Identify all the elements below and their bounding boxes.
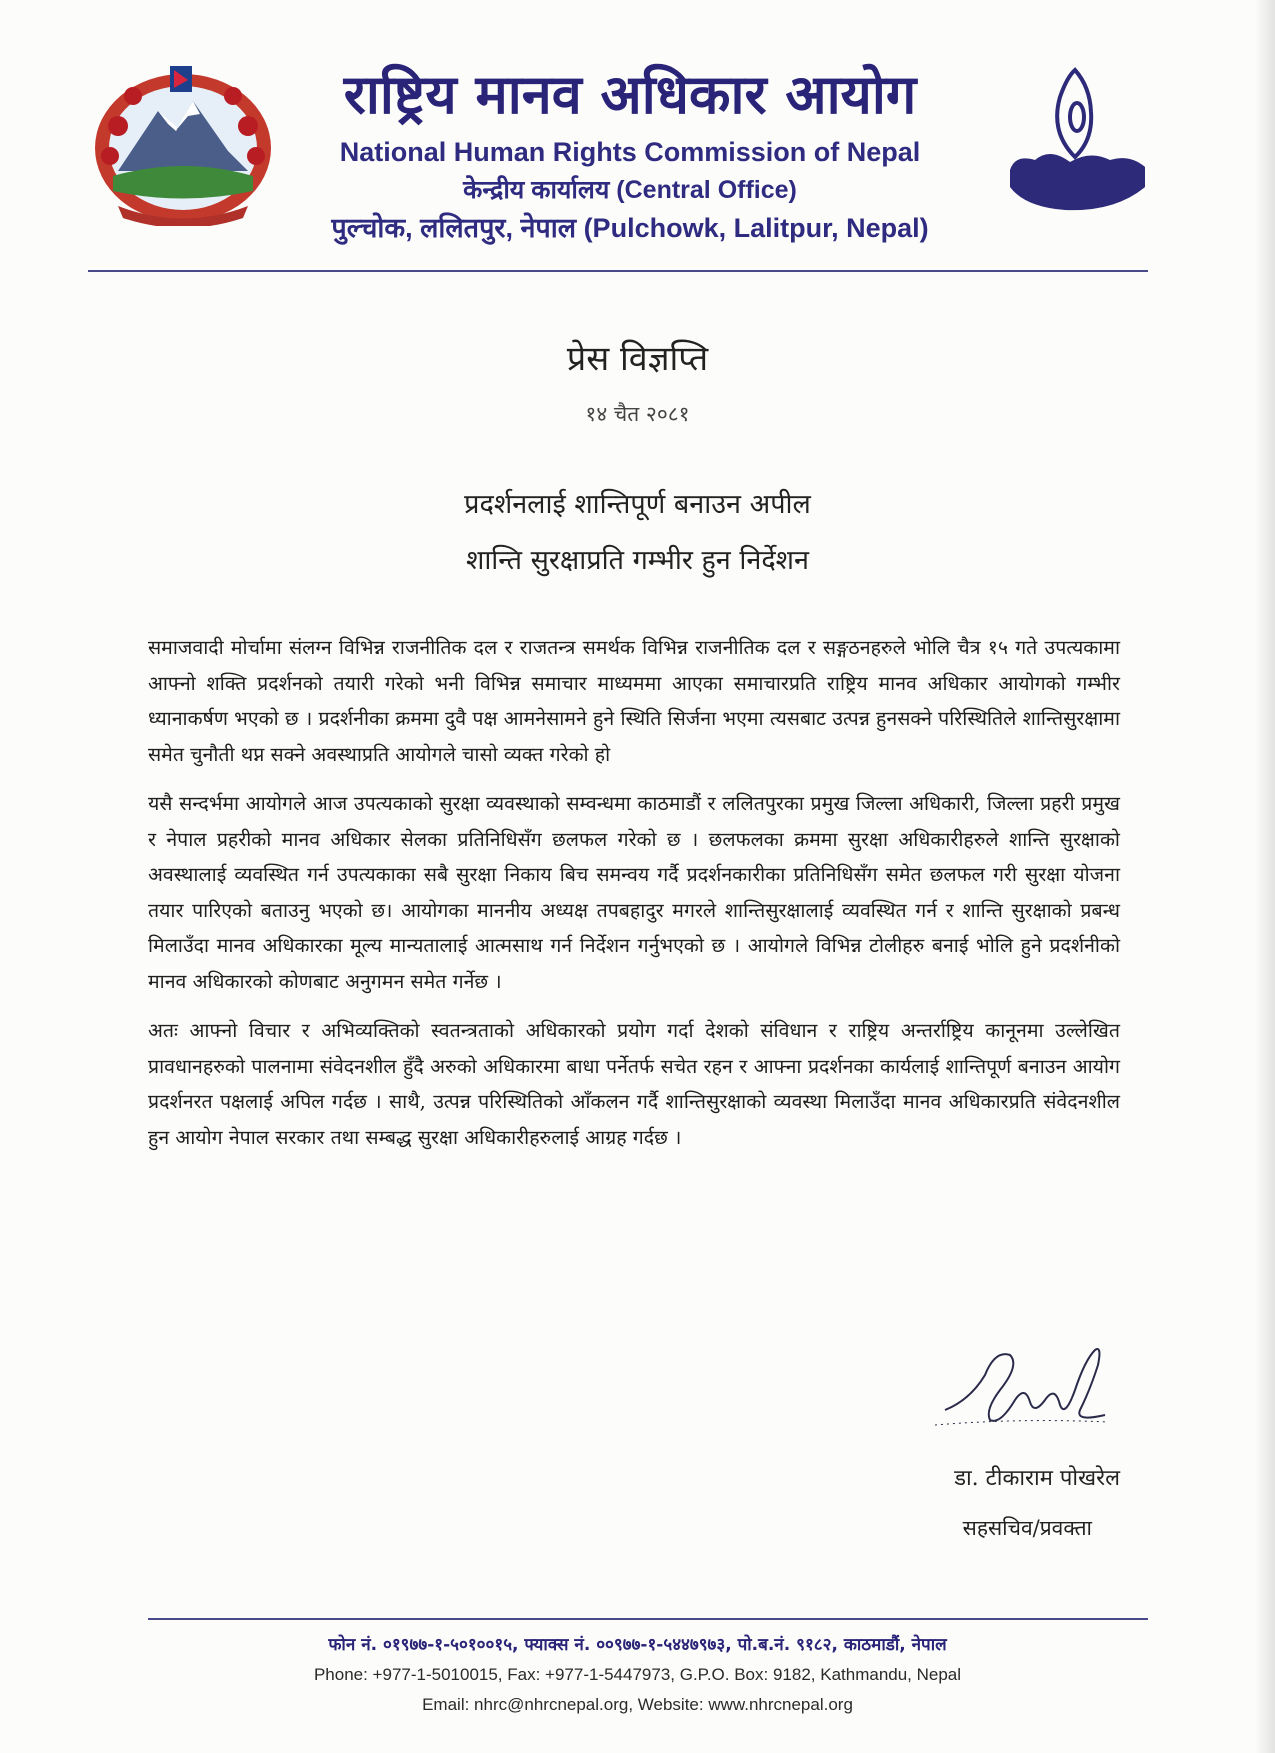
- footer-contact-english: Phone: +977-1-5010015, Fax: +977-1-5447973, G.P.O. Box: 9182, Kathmandu, Nepal: [313, 1665, 962, 1684]
- footer-contact-nepali: फोन नं. ०१९७७-१-५०१००१५, फ्याक्स नं. ००९७७-१-५४४७९७३, पो.ब.नं. ९१८२, काठमाडौं, नेपाल: [328, 1635, 947, 1655]
- footer-divider: [148, 1618, 1148, 1620]
- office-address: पुल्चोक, ललितपुर, नेपाल (Pulchowk, Lalitpur, Nepal): [331, 213, 929, 243]
- paragraph: अतः आफ्नो विचार र अभिव्यक्तिको स्वतन्त्रताको अधिकारको प्रयोग गर्दा देशको संविधान र राष्ट्रिय अन्तर्राष्ट्रिय कानूनमा उल्लेखित प्रावधानहरुको पालनामा संवेदनशील हुँदै अरुको अधिकारमा बाधा पर्नेतर्फ सचेत रहन र आफ्ना प्रदर्शनका कार्यलाई शान्तिपूर्ण बनाउन आयोग प्रदर्शनरत पक्षलाई अपिल गर्दछ । साथै, उत्पन्न परिस्थितिको आँकलन गर्दै शान्तिसुरक्षाको व्यवस्था मिलाउँदा मानव अधिकारप्रति संवेदनशील हुन आयोग नेपाल सरकार तथा सम्बद्ध सुरक्षा अधिकारीहरुलाई आग्रह गर्दछ ।: [148, 1019, 1120, 1149]
- paragraph: यसै सन्दर्भमा आयोगले आज उपत्यकाको सुरक्षा व्यवस्थाको सम्वन्धमा काठमाडौं र ललितपुरका प्रमुख जिल्ला अधिकारी, जिल्ला प्रहरी प्रमुख र नेपाल प्रहरीको मानव अधिकार सेलका प्रतिनिधिसँग छलफल गरेको छ । छलफलका क्रममा सुरक्षा अधिकारीहरुले शान्ति सुरक्षाको अवस्थालाई व्यवस्थित गर्न उपत्यकाका सबै सुरक्षा निकाय बिच समन्वय गर्दै प्रदर्शनकारीका प्रतिनिधिसँग समेत छलफल गरी सुरक्षा योजना तयार पारिएको बताउनु भएको छ। आयोगका माननीय अध्यक्ष तपबहादुर मगरले शान्तिसुरक्षालाई व्यवस्थित गर्न र शान्ति सुरक्षाको प्रबन्ध मिलाउँदा मानव अधिकारका मूल्य मान्यतालाई आत्मसाथ गर्न निर्देशन गर्नुभएको छ । आयोगले विभिन्न टोलीहरु बनाई भोलि हुने प्रदर्शनीको मानव अधिकारको कोणबाट अनुगमन समेत गर्नेछ ।: [148, 792, 1120, 993]
- signatory-title: सहसचिव/प्रवक्ता: [962, 1516, 1092, 1540]
- footer: [0, 1630, 1275, 1720]
- org-name-nepali: राष्ट्रिय मानव अधिकार आयोग: [343, 63, 917, 126]
- headline-directive: शान्ति सुरक्षाप्रति गम्भीर हुन निर्देशन: [465, 545, 810, 576]
- handwritten-signature: [930, 1330, 1110, 1440]
- document-title: प्रेस विज्ञप्ति: [566, 339, 709, 379]
- footer-email-website: Email: nhrc@nhrcnepal.org, Website: www.nhrcnepal.org: [422, 1695, 853, 1714]
- signatory-name: डा. टीकाराम पोखरेल: [954, 1466, 1120, 1491]
- paragraph: समाजवादी मोर्चामा संलग्न विभिन्न राजनीतिक दल र राजतन्त्र समर्थक विभिन्न राजनीतिक दल र सङ्गठनहरुले भोलि चैत्र १५ गते उपत्यकामा आफ्नो शक्ति प्रदर्शनको तयारी गरेको भनी विभिन्न समाचार माध्यममा आएका समाचारप्रति राष्ट्रिय मानव अधिकार आयोगको गम्भीर ध्यानाकर्षण भएको छ । प्रदर्शनीका क्रममा दुवै पक्ष आमनेसामने हुने स्थिति सिर्जना भएमा त्यसबाट उत्पन्न हुनसक्ने परिस्थितिले शान्तिसुरक्षामा समेत चुनौती थप्न सक्ने अवस्थाप्रति आयोगले चासो व्यक्त गरेको हो: [148, 636, 1120, 766]
- org-name-english: National Human Rights Commission of Nepal: [339, 137, 921, 167]
- national-emblem-icon: [88, 56, 278, 226]
- letterhead-text: [280, 60, 980, 248]
- nhrc-logo-icon: [995, 62, 1155, 222]
- headline-appeal: प्रदर्शनलाई शान्तिपूर्ण बनाउन अपील: [464, 489, 811, 520]
- header-divider: [88, 270, 1148, 272]
- letterhead: [0, 0, 1275, 275]
- document-body: [148, 630, 1120, 1169]
- office-name: केन्द्रीय कार्यालय (Central Office): [463, 176, 797, 204]
- document-date: १४ चैत २०८१: [585, 402, 690, 426]
